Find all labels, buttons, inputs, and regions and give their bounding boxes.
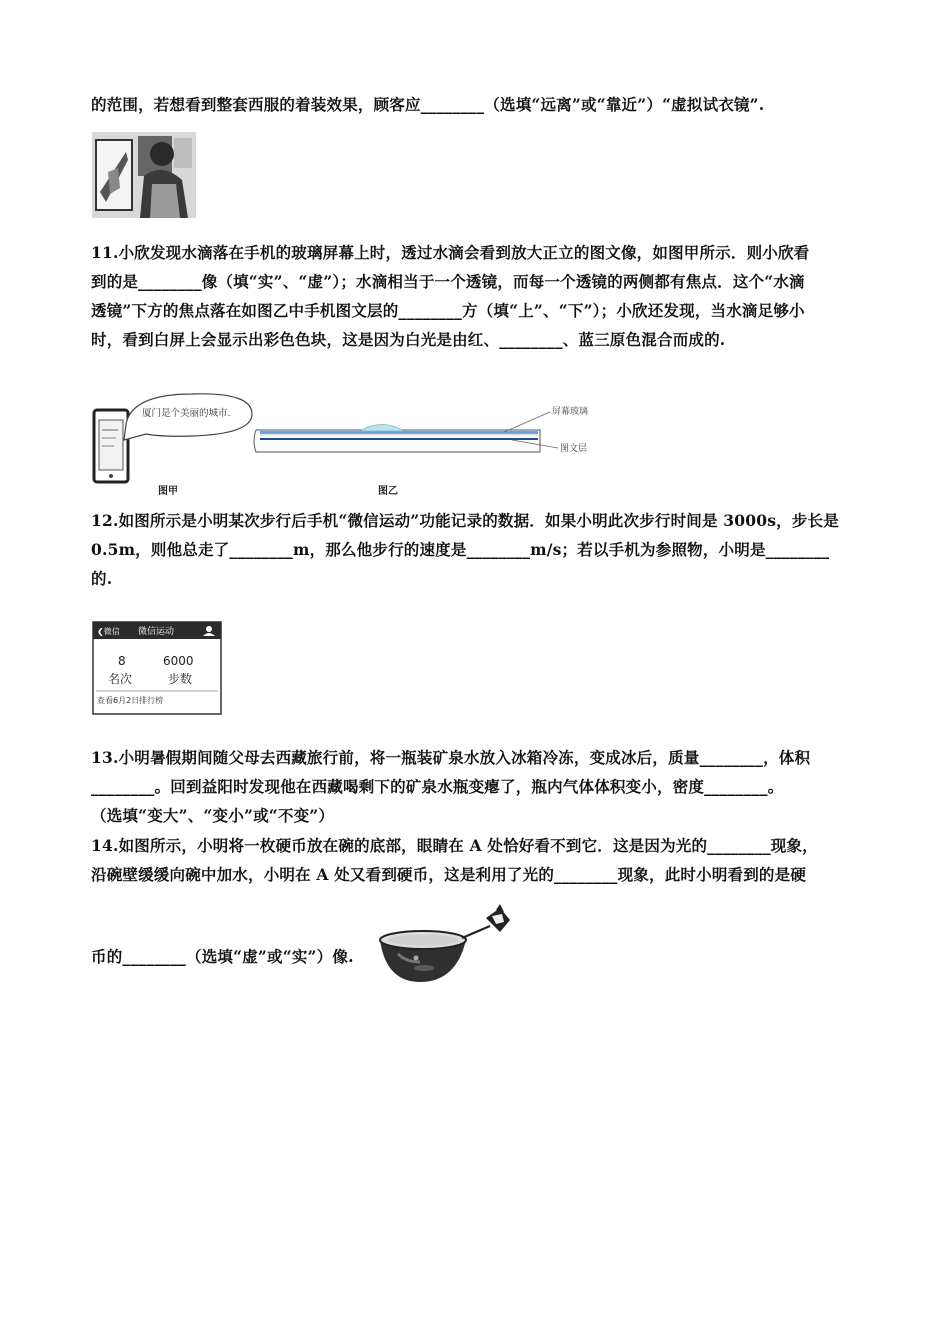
text-line: 到的是________像（填“实”、“虚”）；水滴相当于一个透镜，而每一个透镜的两侧都有焦点．这个“水滴	[91, 272, 805, 291]
text-line: 0.5m，则他总走了________m，那么他步行的速度是________m/s；若以手机为参照物，小明是________	[91, 540, 830, 559]
question-12-text	[91, 506, 861, 593]
steps-value: 6000	[163, 654, 194, 668]
water-drop-lens-figure	[92, 390, 602, 502]
card-title: 微信运动	[138, 627, 175, 637]
label-text-layer: 图文层	[560, 444, 588, 454]
text-line: 14.如图所示，小明将一枚硬币放在碗的底部，眼睛在 A 处恰好看不到它．这是因为光的________现象，	[91, 836, 818, 855]
rank-value: 8	[118, 654, 126, 668]
text-line: 币的________（选填“虚”或“实”）像.	[91, 947, 354, 966]
mirror-photo	[92, 132, 196, 218]
question-11-text	[91, 238, 861, 354]
steps-label: 步数	[168, 672, 193, 686]
text-line: 12.如图所示是小明某次步行后手机“微信运动”功能记录的数据．如果小明此次步行时间是 3000s，步长是	[91, 511, 839, 530]
leaderboard-link: 查看6月2日排行榜	[97, 696, 164, 705]
wechat-sports-figure	[92, 621, 222, 715]
text-line: 13.小明暑假期间随父母去西藏旅行前，将一瓶装矿泉水放入冰箱冷冻，变成冰后，质量________，体积	[91, 748, 811, 767]
text-line: 时，看到白屏上会显示出彩色色块，这是因为白光是由红、________、蓝三原色混合而成的.	[91, 330, 726, 349]
bubble-text: 厦门是个美丽的城市.	[142, 408, 231, 419]
rank-label: 名次	[108, 672, 133, 686]
text-line: 沿碗壁缓缓向碗中加水，小明在 A 处又看到硬币，这是利用了光的________现象，此时小明看到的是硬	[91, 865, 807, 884]
text-line: 透镜”下方的焦点落在如图乙中手机图文层的________方（填“上”、“下”）；小欣还发现，当水滴足够小	[91, 301, 805, 320]
question-14-text	[91, 831, 861, 889]
text-line: 的范围，若想看到整套西服的着装效果，顾客应________（选填“远离”或“靠近”）“虚拟试衣镜”.	[91, 95, 765, 114]
text-line: （选填“变大”、“变小”或“不变”）	[91, 806, 335, 825]
back-link: ❮微信	[97, 627, 120, 636]
bowl-coin-figure	[376, 902, 522, 986]
text-line: ________。回到益阳时发现他在西藏喝剩下的矿泉水瓶变瘪了，瓶内气体体积变小，密度________。	[91, 777, 784, 796]
label-screen-glass: 屏幕玻璃	[552, 407, 589, 417]
person-icon	[206, 626, 212, 632]
question-10-text	[91, 90, 861, 119]
caption-figure-a: 图甲	[158, 486, 178, 497]
question-13-text	[91, 743, 861, 830]
caption-figure-b: 图乙	[378, 486, 398, 497]
text-line: 11.小欣发现水滴落在手机的玻璃屏幕上时，透过水滴会看到放大正立的图文像，如图甲所示．则小欣看	[91, 243, 810, 262]
text-line: 的.	[91, 569, 113, 588]
